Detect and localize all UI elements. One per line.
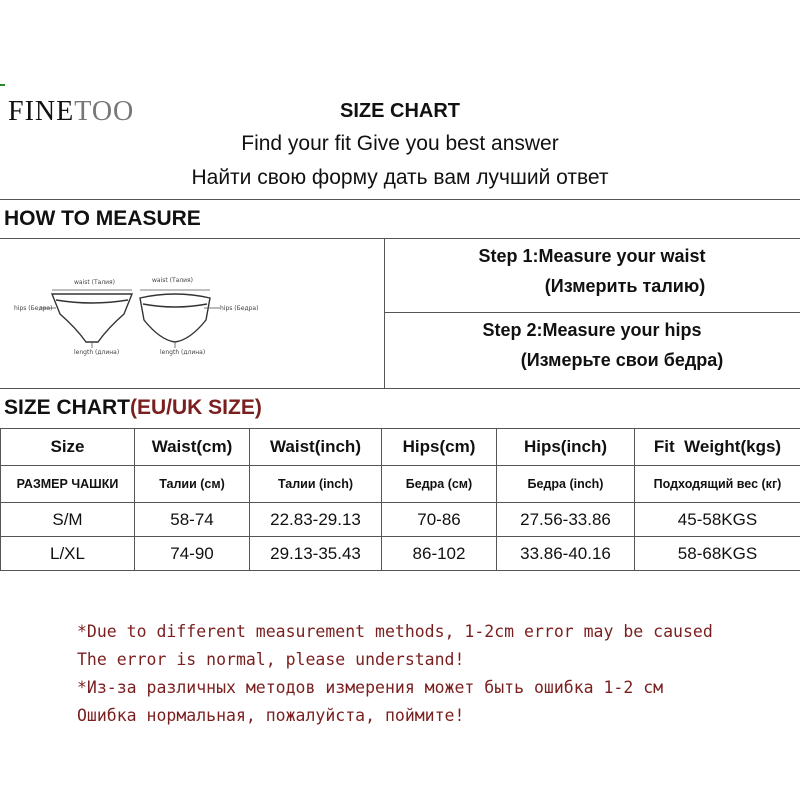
table-cell: 22.83-29.13 bbox=[250, 503, 382, 537]
note-line: *Due to different measurement methods, 1-2cm error may be caused bbox=[77, 622, 713, 641]
table-cell: 27.56-33.86 bbox=[497, 503, 635, 537]
header-row-english bbox=[1, 429, 800, 466]
table-cell: 45-58KGS bbox=[635, 503, 800, 537]
header-cell: Бедра (inch) bbox=[497, 466, 635, 503]
notes bbox=[77, 618, 713, 730]
table-row bbox=[1, 503, 800, 537]
table-cell: S/M bbox=[1, 503, 135, 537]
header-cell: Бедра (см) bbox=[382, 466, 497, 503]
table-cell: L/XL bbox=[1, 537, 135, 571]
header-cell: Size bbox=[1, 429, 135, 466]
note-line: Ошибка нормальная, пожалуйста, поймите! bbox=[77, 706, 465, 725]
header-cell: Подходящий вес (кг) bbox=[635, 466, 800, 503]
table-cell: 74-90 bbox=[135, 537, 250, 571]
measure-diagram bbox=[0, 262, 384, 382]
header-cell: Waist(cm) bbox=[135, 429, 250, 466]
header-cell: Талии (см) bbox=[135, 466, 250, 503]
size-table bbox=[0, 428, 800, 571]
header-cell: Fit Weight(kgs) bbox=[635, 429, 800, 466]
table-row bbox=[1, 537, 800, 571]
step2-russian: (Измерьте свои бедра) bbox=[520, 350, 724, 370]
header-cell: Hips(inch) bbox=[497, 429, 635, 466]
divider bbox=[0, 388, 800, 389]
subtitle-english: Find your fit Give you best answer bbox=[241, 132, 559, 155]
waist-label: waist (Талия) bbox=[152, 277, 194, 284]
table-cell: 58-68KGS bbox=[635, 537, 800, 571]
header-row-russian bbox=[1, 466, 800, 503]
header-cell: Waist(inch) bbox=[250, 429, 382, 466]
step1-russian: (Измерить талию) bbox=[544, 276, 706, 296]
divider bbox=[0, 199, 800, 200]
note-line: The error is normal, please understand! bbox=[77, 650, 465, 669]
hips-label: hips (Бедра) bbox=[14, 305, 53, 312]
hips-label: hips (Бедра) bbox=[220, 305, 259, 312]
length-label: length (длина) bbox=[160, 349, 206, 356]
corner-mark bbox=[0, 84, 5, 86]
divider bbox=[0, 238, 800, 239]
table-cell: 86-102 bbox=[382, 537, 497, 571]
table-cell: 29.13-35.43 bbox=[250, 537, 382, 571]
waist-label: waist (Талия) bbox=[74, 279, 116, 286]
note-line: *Из-за различных методов измерения может быть ошибка 1-2 см bbox=[77, 678, 664, 697]
page-title: SIZE CHART bbox=[340, 100, 460, 122]
measure-divider bbox=[384, 238, 385, 388]
table-cell: 33.86-40.16 bbox=[497, 537, 635, 571]
size-chart-heading: SIZE CHART(EU/UK SIZE) bbox=[4, 396, 262, 419]
header-cell: РАЗМЕР ЧАШКИ bbox=[1, 466, 135, 503]
table-cell: 70-86 bbox=[382, 503, 497, 537]
how-to-measure-heading: HOW TO MEASURE bbox=[4, 207, 201, 230]
step1-english: Step 1:Measure your waist bbox=[478, 246, 706, 266]
length-label: length (длина) bbox=[74, 349, 120, 356]
brand-logo: FINETOO bbox=[8, 96, 135, 127]
step-divider bbox=[384, 312, 800, 313]
subtitle-russian: Найти свою форму дать вам лучший ответ bbox=[191, 166, 609, 189]
table-cell: 58-74 bbox=[135, 503, 250, 537]
header-cell: Hips(cm) bbox=[382, 429, 497, 466]
header-cell: Талии (inch) bbox=[250, 466, 382, 503]
step2-english: Step 2:Measure your hips bbox=[482, 320, 702, 340]
